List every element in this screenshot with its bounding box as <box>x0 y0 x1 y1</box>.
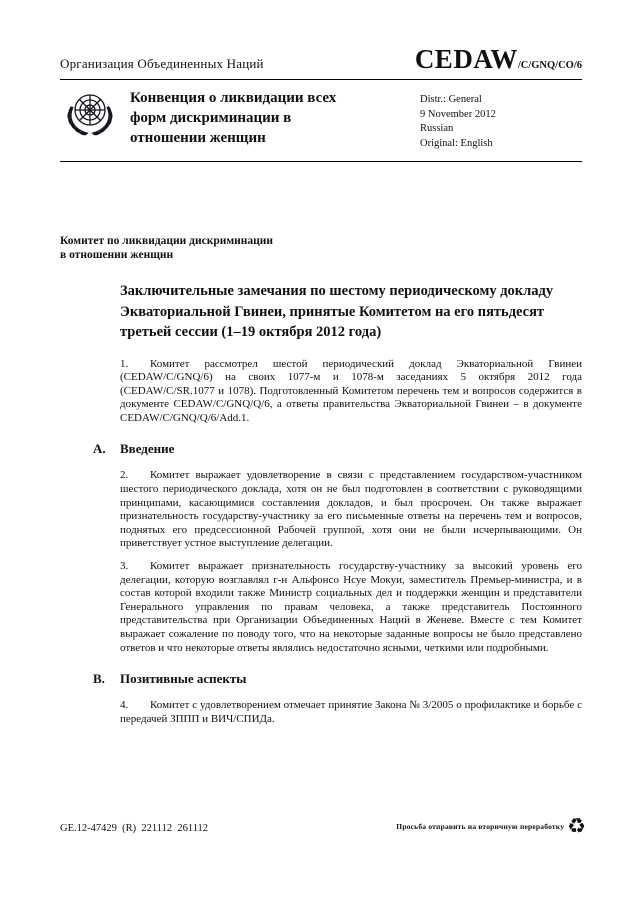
paragraph-4-number: 4. <box>120 699 129 712</box>
doc-symbol <box>415 44 582 75</box>
committee-name: Комитет по ликвидации дискриминации в отношении женщин <box>60 235 274 261</box>
distr-original: Original: English <box>420 137 493 149</box>
section-heading-b <box>93 671 582 687</box>
doc-symbol-suffix: /C/GNQ/CO/6 <box>517 60 582 71</box>
distr-language: Russian <box>420 123 454 134</box>
document-body <box>93 281 582 735</box>
distribution-block <box>420 93 496 151</box>
document-title: Заключительные замечания по шестому периодическому докладу Экваториальной Гвинеи, принятые Комитетом на его пятьдесят третьей сессии (1–19 октября 2012 года) <box>120 283 554 340</box>
recycle-note <box>396 816 586 837</box>
section-b-letter: B. <box>93 671 105 687</box>
org-name: Организация Объединенных Наций <box>60 56 264 71</box>
paragraph-4 <box>120 699 582 726</box>
section-a-letter: A. <box>93 441 106 457</box>
paragraph-4-text: Комитет с удовлетворением отмечает принятие Закона № 3/2005 о профилактике и борьбе с передачей ЗППП и ВИЧ/СПИДа. <box>120 699 582 725</box>
paragraph-1-number: 1. <box>120 357 129 370</box>
recycle-text: Просьба отправить на вторичную переработку <box>396 822 565 831</box>
section-a-title: Введение <box>120 441 175 457</box>
header-rule <box>60 79 582 80</box>
un-emblem-icon <box>60 84 120 142</box>
paragraph-2 <box>120 469 582 551</box>
distr-date: 9 November 2012 <box>420 108 496 120</box>
recycle-icon: ♻ <box>567 814 586 838</box>
paragraph-3 <box>120 560 582 655</box>
section-b-title: Позитивные аспекты <box>120 671 247 687</box>
section-heading-a <box>93 441 582 457</box>
paragraph-1 <box>120 358 582 426</box>
doc-symbol-main: CEDAW <box>414 44 518 74</box>
paragraph-3-number: 3. <box>120 560 129 573</box>
distr-line: Distr.: General <box>420 94 482 105</box>
convention-title: Конвенция о ликвидации всех форм дискриминации в отношении женщин <box>130 90 337 146</box>
paragraph-1-text: Комитет рассмотрел шестой периодический доклад Экваториальной Гвинеи (CEDAW/C/GNQ/6) на своих 1077-м и 1078-м заседаниях 5 октября 2012 года (CEDAW/C/SR.1077 и 1078). Подготовленный Комитетом перечень тем и вопросов содержится в документе CEDAW/C/GNQ/Q/6, а ответы правительства Экваториальной Гвинеи – в документе CEDAW/C/GNQ/Q/6/Add.1. <box>120 357 582 424</box>
masthead-rule <box>60 161 582 162</box>
paragraph-3-text: Комитет выражает признательность государству-участнику за высокий уровень его делегации, которую возглавлял г-н Альфонсо Нсуе Мокуи, заместитель Премьер-министра, и в состав которой входили также Министр социальных дел и поддержки женщин и представители Генерального управления по правам человека, а также представитель Постоянного представительства при Организации Объединенных Наций в Женеве. Вместе с тем Комитет выражает сожаление по поводу того, что на некоторые заданные вопросы не было представлено ответов и что некоторые ответы являлись недостаточно ясными, четкими или подробными. <box>120 560 582 654</box>
paragraph-2-number: 2. <box>120 469 129 482</box>
footer-reference: GE.12-47429 (R) 221112 261112 <box>60 823 209 834</box>
paragraph-2-text: Комитет выражает удовлетворение в связи с представлением государством-участником шестого периодического доклада, хотя он не был подготовлен в соответствии с руководящими принципами, касающимися составления докладов, и был просрочен. Он также выражает признательность государству-участнику за его письменные ответы на перечень тем и вопросов, поднятых его предсессионной Рабочей группой, хотя они не были исчерпывающими. Он приветствует устное выступление делегации. <box>120 469 582 550</box>
